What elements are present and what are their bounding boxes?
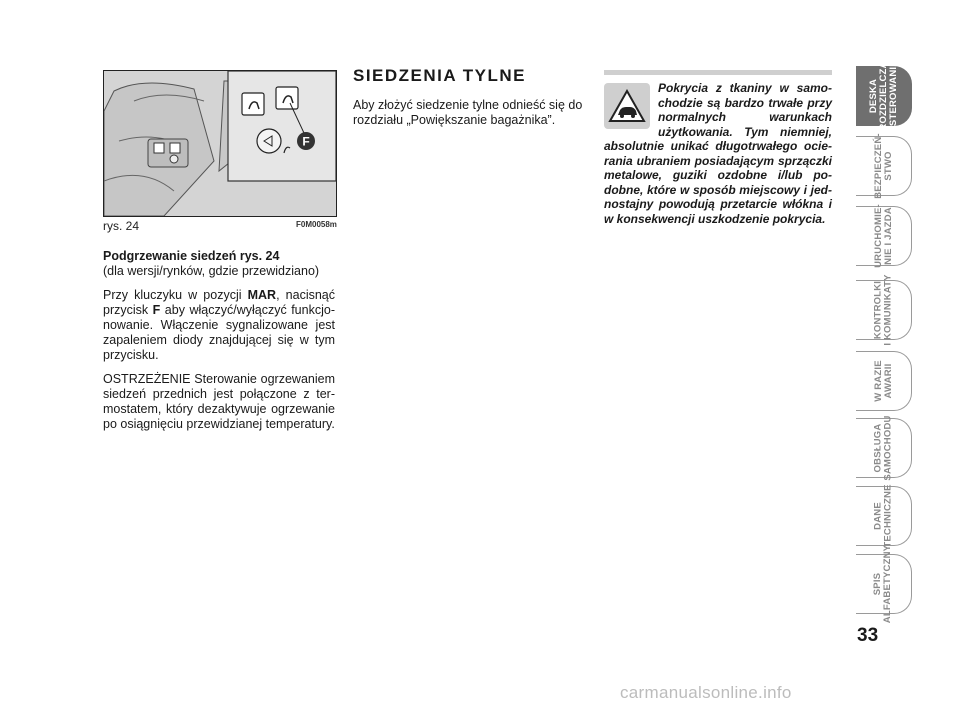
tab-label: OBSŁUGA SAMOCHODU — [872, 415, 894, 481]
tab-obsluga[interactable] — [856, 415, 912, 481]
p1-rest: aby włączyć/wyłączyć funkcjonowanie. Włączenie sygnalizowane jest zapaleniem diody znajdującej się w tym przycisku. — [103, 303, 335, 362]
tab-bezpieczenstwo[interactable] — [856, 133, 912, 199]
p1-button-ref: F — [152, 303, 161, 317]
tab-spis-alfabetyczny[interactable] — [856, 544, 912, 624]
figure-code: F0M0058m — [296, 220, 337, 229]
page-number: 33 — [857, 625, 879, 646]
paragraph-warning: OSTRZEŻENIE Sterowanie ogrzewaniem siedzeń przednich jest połączone z termostatem, który dezaktywuje ogrzewanie po osiągnięciu przewidzianej temperatury. — [103, 372, 335, 431]
warning-text: Pokrycia z tkaniny w samochodzie są bardzo trwałe przy normalnych warunkach użytkowania. Tym niemniej, absolutnie unikać długotrwałego ocierania ubraniem posiadającym sprzączki metalowe, guziki ozdobne i/lub podobne, które w sposób miejscowy i jednostajny powodują przetarcie włókna i w konsekwencji uszkodzenie pokrycia. — [604, 81, 832, 226]
left-column — [103, 249, 335, 441]
tab-deska-rozdzielcza[interactable] — [856, 60, 912, 132]
figure-caption: rys. 24 — [103, 219, 140, 233]
watermark: carmanualsonline.info — [620, 683, 792, 702]
p1-key-position: MAR — [247, 288, 277, 302]
section-subnote: (dla wersji/rynków, gdzie przewidziano) — [103, 264, 320, 278]
figure-illustration — [104, 71, 336, 216]
tab-label: SPIS ALFABETYCZNY — [872, 544, 894, 624]
tab-label: BEZPIECZEŃ- STWO — [872, 133, 894, 199]
tab-w-razie-awarii[interactable] — [856, 351, 912, 411]
tab-label: URUCHOMIE- NIE I JAZDA — [872, 204, 894, 268]
figure-seat-heating — [103, 70, 337, 217]
tab-uruchomienie[interactable] — [856, 206, 912, 266]
paragraph-instructions — [103, 288, 335, 363]
tab-label: DANE TECHNICZNE — [872, 484, 894, 548]
tab-label: DESKA ROZDZIELCZA I STEROWANIE — [868, 60, 900, 132]
section-heading: SIEDZENIA TYLNE — [353, 66, 526, 85]
tab-kontrolki[interactable] — [856, 274, 912, 346]
figure-callout-f: F — [302, 134, 310, 149]
middle-column — [353, 66, 585, 128]
warning-box — [604, 70, 832, 226]
section-subhead: Podgrzewanie siedzeń rys. 24 — [103, 249, 280, 263]
warning-car-icon — [604, 83, 650, 129]
tab-dane-techniczne[interactable] — [856, 486, 912, 546]
section-body: Aby złożyć siedzenie tylne odnieść się do rozdziału „Powiększanie bagażnika”. — [353, 98, 583, 127]
tab-label: KONTROLKI I KOMUNIKATY — [872, 274, 894, 346]
tab-label: W RAZIE AWARII — [872, 360, 894, 402]
p1-prefix: Przy kluczyku w pozycji — [103, 288, 248, 302]
p1-mid: , nacisnąć przycisk — [103, 288, 335, 317]
